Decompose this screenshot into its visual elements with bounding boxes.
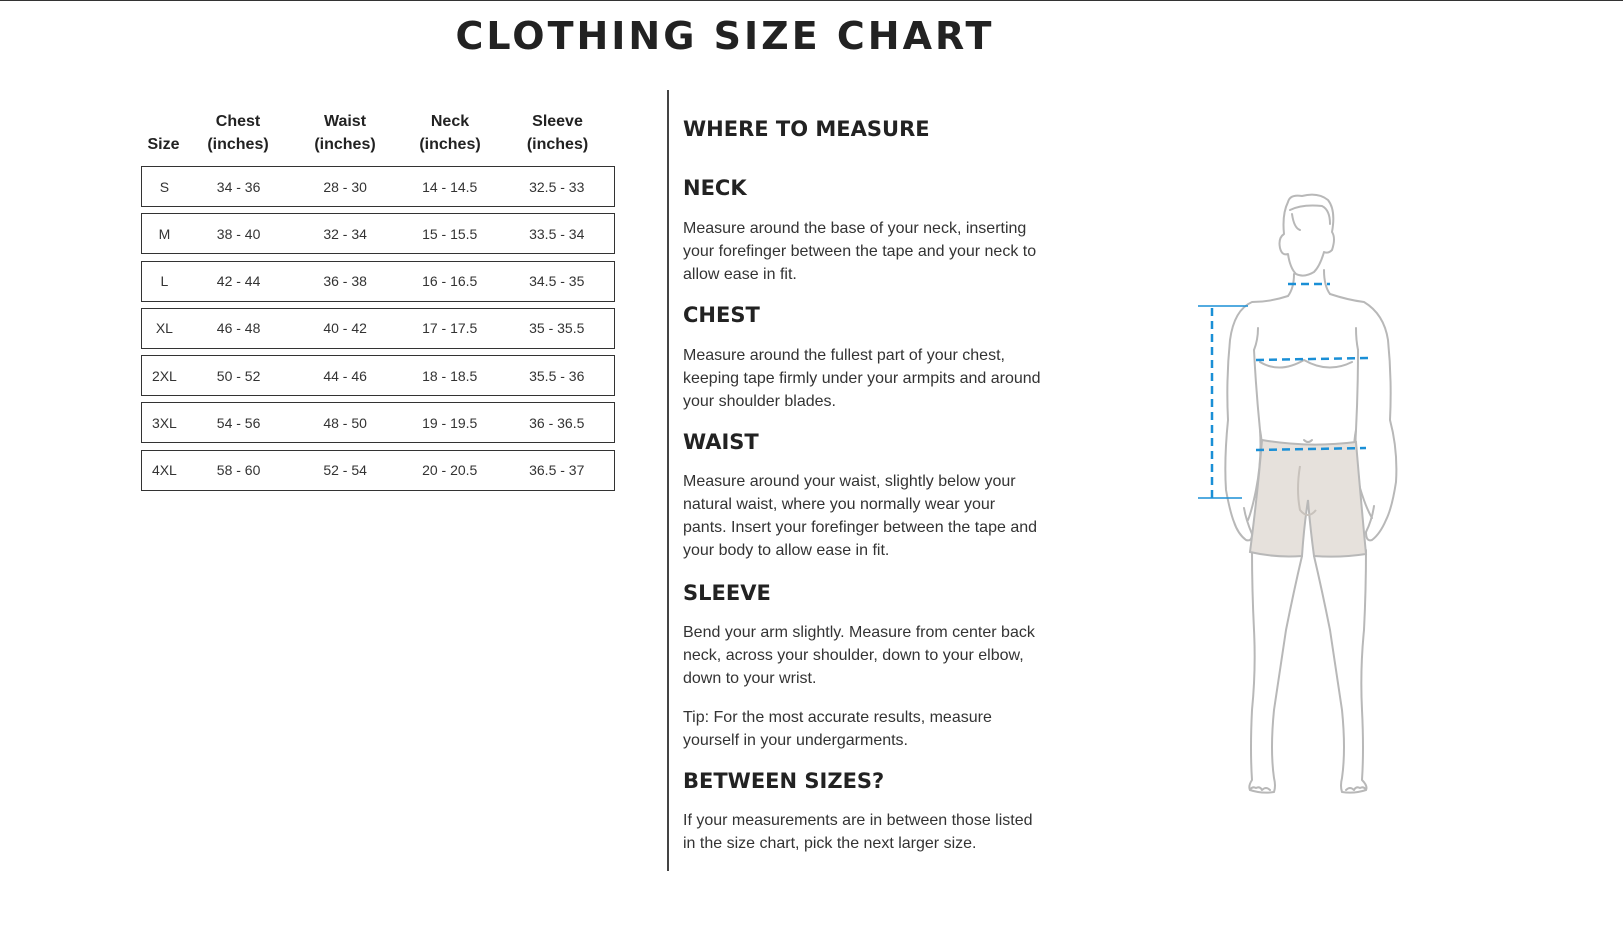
table-row	[141, 166, 615, 207]
header-sleeve-label: Sleeve	[532, 113, 583, 130]
cell-chest: 50 - 52	[216, 367, 261, 384]
cell-chest: 42 - 44	[216, 273, 261, 290]
header-waist-label: Waist	[323, 113, 367, 130]
section-text-sleeve: Bend your arm slightly. Measure from center back neck, across your shoulder, down to your elbow, down to your wrist.	[683, 624, 1035, 687]
cell-size: 2XL	[151, 367, 177, 384]
header-sleeve	[500, 110, 615, 156]
cell-sleeve: 35.5 - 36	[529, 367, 585, 384]
section-heading-waist: WAIST	[683, 430, 759, 454]
cell-waist: 28 - 30	[323, 178, 367, 195]
cell-chest: 34 - 36	[216, 178, 261, 195]
figure-svg	[1190, 190, 1410, 805]
table-row	[141, 261, 615, 302]
cell-sleeve: 36.5 - 37	[529, 462, 585, 479]
cell-neck: 20 - 20.5	[422, 462, 478, 479]
section-heading-neck: NECK	[683, 176, 747, 200]
header-neck-unit: (inches)	[419, 136, 481, 153]
vertical-divider	[667, 90, 669, 871]
section-heading-chest: CHEST	[683, 303, 760, 327]
sleeve-tape-ends	[1198, 306, 1248, 498]
cell-size: M	[158, 225, 171, 242]
cell-size: 4XL	[151, 462, 177, 479]
table-row	[141, 355, 615, 396]
page-title: CLOTHING SIZE CHART	[455, 14, 995, 58]
cell-size: S	[159, 178, 170, 195]
cell-chest: 58 - 60	[216, 462, 261, 479]
chest-tape	[1256, 358, 1368, 360]
cell-sleeve: 33.5 - 34	[529, 225, 585, 242]
cell-sleeve: 36 - 36.5	[529, 414, 585, 431]
cell-size: 3XL	[151, 414, 177, 431]
header-chest	[186, 110, 290, 156]
header-size	[141, 133, 186, 156]
header-size-label: Size	[147, 136, 180, 153]
cell-waist: 32 - 34	[323, 225, 367, 242]
table-row	[141, 213, 615, 254]
cell-neck: 14 - 14.5	[422, 178, 478, 195]
section-heading-sleeve: SLEEVE	[683, 581, 771, 605]
cell-waist: 52 - 54	[323, 462, 367, 479]
cell-waist: 40 - 42	[323, 320, 367, 337]
top-rule	[0, 0, 1623, 1]
cell-sleeve: 35 - 35.5	[529, 320, 585, 337]
section-text-neck: Measure around the base of your neck, inserting your forefinger between the tape and your neck to allow ease in fit.	[683, 220, 1037, 283]
size-table	[141, 104, 615, 497]
header-chest-unit: (inches)	[207, 136, 269, 153]
section-text-waist: Measure around your waist, slightly below your natural waist, where you normally wear your pants. Insert your forefinger between the tape and your body to allow ease in fit.	[683, 473, 1038, 559]
cell-chest: 54 - 56	[216, 414, 261, 431]
cell-sleeve: 32.5 - 33	[529, 178, 585, 195]
header-neck-label: Neck	[430, 113, 470, 130]
table-row	[141, 450, 615, 491]
cell-neck: 16 - 16.5	[422, 273, 478, 290]
cell-chest: 46 - 48	[216, 320, 261, 337]
table-header	[141, 104, 615, 156]
header-waist-unit: (inches)	[314, 136, 376, 153]
cell-waist: 36 - 38	[323, 273, 367, 290]
section-heading-between-sizes: BETWEEN SIZES?	[683, 769, 885, 793]
cell-neck: 15 - 15.5	[422, 225, 478, 242]
cell-chest: 38 - 40	[216, 225, 261, 242]
cell-waist: 44 - 46	[323, 367, 367, 384]
cell-size: L	[160, 273, 169, 290]
header-waist	[290, 110, 400, 156]
table-row	[141, 308, 615, 349]
shorts	[1250, 440, 1366, 557]
cell-neck: 18 - 18.5	[422, 367, 478, 384]
table-body	[141, 166, 615, 491]
table-row	[141, 402, 615, 443]
cell-sleeve: 34.5 - 35	[529, 273, 585, 290]
cell-neck: 19 - 19.5	[422, 414, 478, 431]
section-text-between-sizes: If your measurements are in between those listed in the size chart, pick the next larger size.	[683, 812, 1033, 852]
header-sleeve-unit: (inches)	[526, 136, 589, 153]
cell-neck: 17 - 17.5	[422, 320, 478, 337]
cell-waist: 48 - 50	[323, 414, 367, 431]
section-text-chest: Measure around the fullest part of your chest, keeping tape firmly under your armpits and around your shoulder blades.	[683, 347, 1041, 410]
tip-text: Tip: For the most accurate results, measure yourself in your undergarments.	[683, 709, 992, 749]
header-chest-label: Chest	[215, 113, 261, 130]
body-measurement-figure-icon	[1190, 190, 1410, 805]
cell-size: XL	[155, 320, 173, 337]
header-neck	[400, 110, 500, 156]
guide-title: WHERE TO MEASURE	[683, 117, 930, 141]
